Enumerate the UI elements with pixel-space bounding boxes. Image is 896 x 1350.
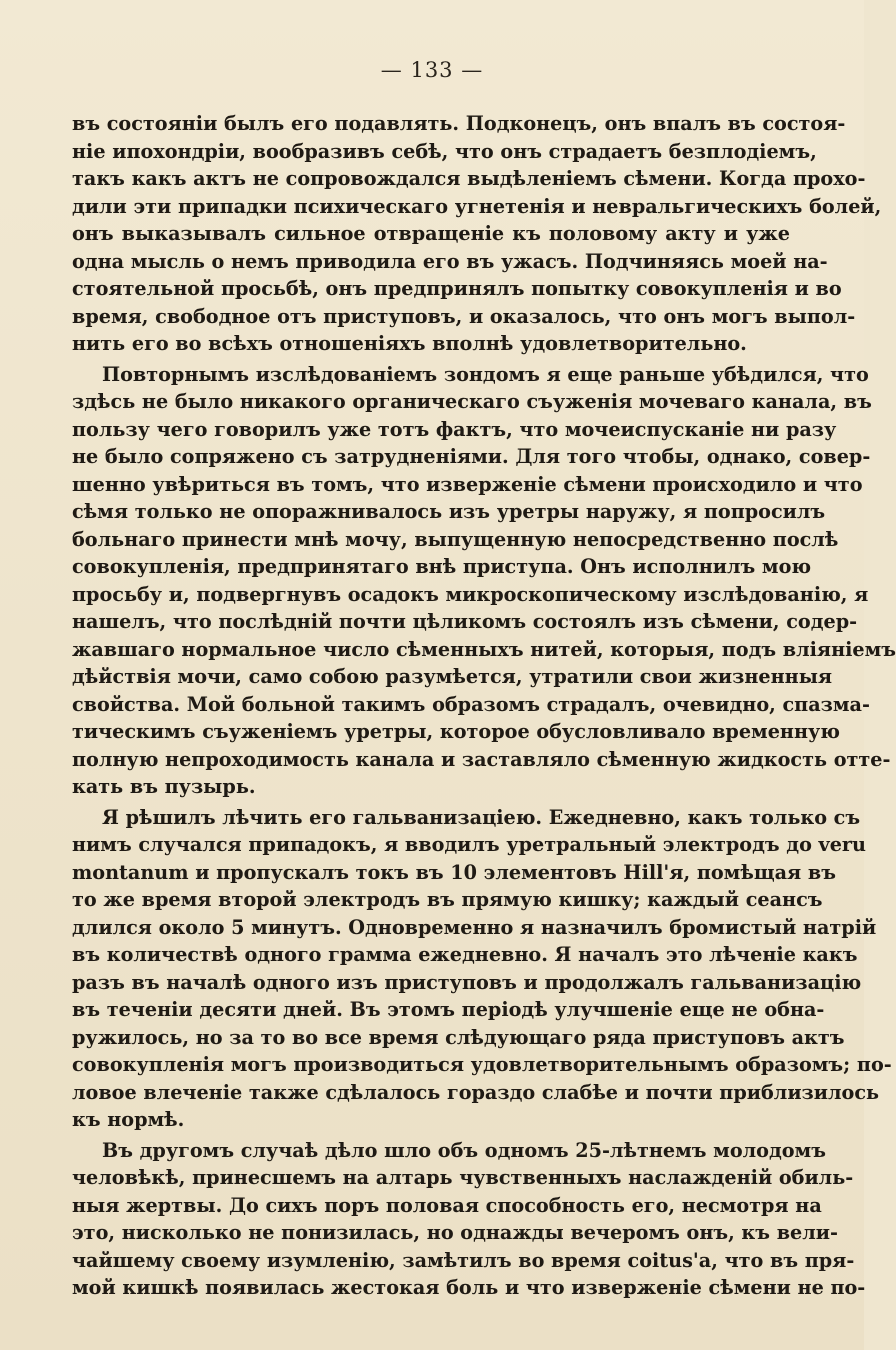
text-line: ныя жертвы. До сихъ поръ половая способность его, несмотря на: [72, 1193, 822, 1217]
text-line: одна мысль о немъ приводила его въ ужасъ. Подчиняясь моей на-: [72, 249, 828, 273]
text-line: тическимъ съуженіемъ уретры, которое обусловливало временную: [72, 720, 840, 743]
text-line: въ состояніи былъ его подавлять. Подконецъ, онъ впалъ въ состоя-: [72, 112, 846, 135]
text-line: такъ какъ актъ не сопровождался выдѣленіемъ сѣмени. Когда прохо-: [72, 167, 866, 190]
text-line: это, нисколько не понизилась, но однажды вечеромъ онъ, къ вели-: [72, 1221, 838, 1244]
text-line: ніе ипохондріи, вообразивъ себѣ, что онъ страдаетъ безплодіемъ,: [72, 139, 817, 163]
text-line: человѣкѣ, принесшемъ на алтарь чувственныхъ наслажденій обиль-: [72, 1166, 854, 1189]
text-line: полную непроходимость канала и заставляло сѣменную жидкость отте-: [72, 747, 891, 771]
text-line: сѣмя только не опоражнивалось изъ уретры наружу, я попросилъ: [72, 500, 826, 523]
text-line: нить его во всѣхъ отношеніяхъ вполнѣ удовлетворительно.: [72, 332, 747, 355]
text-line: нимъ случался припадокъ, я вводилъ уретральный электродъ до veru: [72, 833, 866, 856]
text-line: ружилось, но за то во все время слѣдующаго ряда приступовъ актъ: [72, 1025, 845, 1049]
text-line: ловое влеченіе также сдѣлалось гораздо слабѣе и почти приблизилось: [72, 1080, 880, 1104]
paragraph-1: [72, 110, 882, 358]
text-line: шенно увѣриться въ томъ, что изверженіе сѣмени происходило и что: [72, 472, 863, 496]
text-line: свойства. Мой больной такимъ образомъ страдалъ, очевидно, спазма-: [72, 692, 870, 716]
text-line: жавшаго нормальное число сѣменныхъ нитей, которыя, подъ вліяніемъ: [72, 637, 896, 661]
text-line: разъ въ началѣ одного изъ приступовъ и продолжалъ гальванизацію: [72, 970, 862, 994]
text-line: пользу чего говорилъ уже тотъ фактъ, что мочеиспусканіе ни разу: [72, 417, 837, 441]
text-line: длился около 5 минутъ. Одновременно я назначилъ бромистый натрій: [72, 915, 877, 939]
body-text: [72, 110, 896, 1302]
paragraph-2: [72, 361, 896, 801]
page-number: — 133 —: [380, 58, 484, 82]
text-line: не было сопряжено съ затрудненіями. Для того чтобы, однако, совер-: [72, 445, 871, 468]
text-line: Въ другомъ случаѣ дѣло шло объ одномъ 25-лѣтнемъ молодомъ: [102, 1138, 826, 1162]
text-line: больнаго принести мнѣ мочу, выпущенную непосредственно послѣ: [72, 527, 839, 551]
text-line: мой кишкѣ появилась жестокая боль и что изверженіе сѣмени не по-: [72, 1276, 866, 1299]
paragraph-3: [72, 804, 892, 1134]
text-line: въ теченіи десяти дней. Въ этомъ періодѣ улучшеніе еще не обна-: [72, 998, 825, 1021]
text-line: нашелъ, что послѣдній почти цѣликомъ состоялъ изъ сѣмени, содер-: [72, 610, 858, 633]
text-line: онъ выказывалъ сильное отвращеніе къ половому акту и уже: [72, 222, 790, 245]
text-line: время, свободное отъ приступовъ, и оказалось, что онъ могъ выпол-: [72, 304, 856, 328]
text-line: Я рѣшилъ лѣчить его гальванизаціею. Ежедневно, какъ только съ: [102, 805, 861, 829]
text-line: кать въ пузырь.: [72, 775, 256, 798]
text-line: Повторнымъ изслѣдованіемъ зондомъ я еще раньше убѣдился, что: [102, 362, 869, 386]
text-line: стоятельной просьбѣ, онъ предпринялъ попытку совокупленія и во: [72, 277, 842, 300]
text-line: montanum и пропускалъ токъ въ 10 элементовъ Hill'я, помѣщая въ: [72, 860, 836, 884]
text-line: то же время второй электродъ въ прямую кишку; каждый сеансъ: [72, 888, 823, 911]
text-line: въ количествѣ одного грамма ежедневно. Я началъ это лѣченіе какъ: [72, 943, 858, 966]
text-line: просьбу и, подвергнувъ осадокъ микроскопическому изслѣдованію, я: [72, 582, 869, 606]
text-line: дили эти припадки психическаго угнетенія и невральгическихъ болей,: [72, 194, 882, 218]
text-line: здѣсь не было никакого органическаго съуженія мочеваго канала, въ: [72, 390, 872, 413]
text-line: чайшему своему изумленію, замѣтилъ во время coitus'а, что въ пря-: [72, 1248, 855, 1272]
paragraph-4: [72, 1137, 866, 1302]
text-line: дѣйствія мочи, само собою разумѣется, утратили свои жизненныя: [72, 665, 833, 688]
text-line: совокупленія могъ производиться удовлетворительнымъ образомъ; по-: [72, 1053, 892, 1076]
text-line: совокупленія, предпринятаго внѣ приступа. Онъ исполнилъ мою: [72, 555, 812, 578]
text-line: къ нормѣ.: [72, 1108, 185, 1131]
